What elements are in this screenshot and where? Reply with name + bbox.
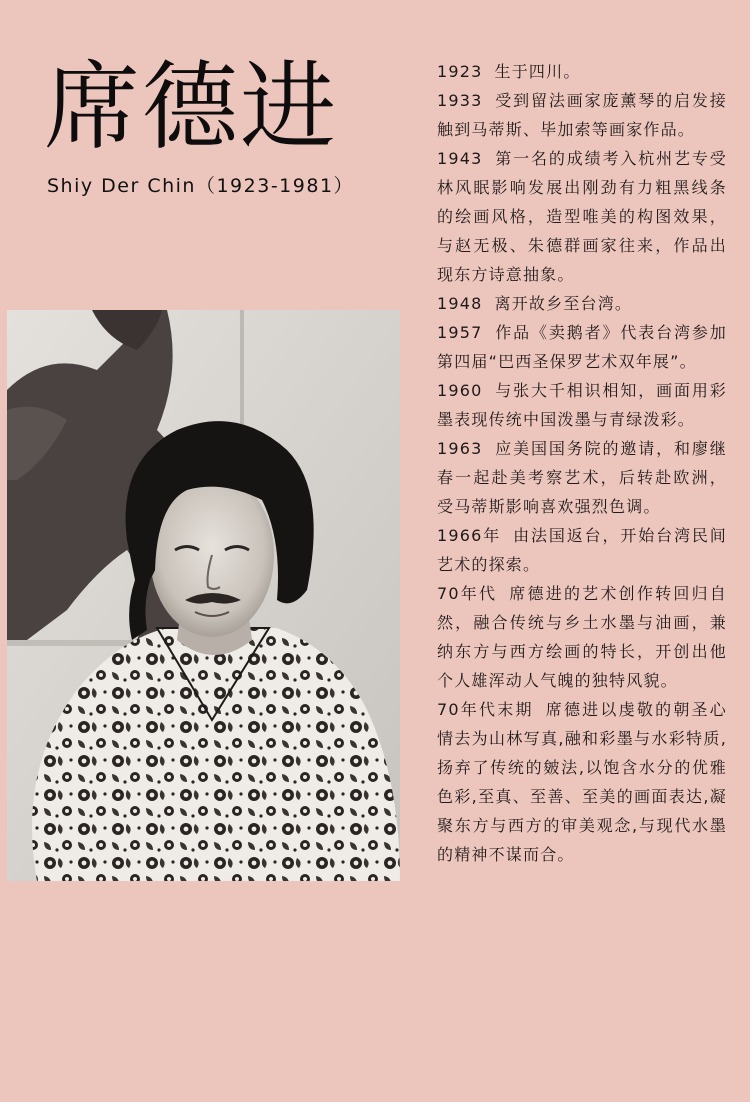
bio-year: 1933: [437, 91, 483, 110]
page-title: 席德进: [44, 51, 338, 163]
bio-entry: [437, 695, 727, 869]
bio-year: 70年代: [437, 584, 498, 603]
bio-text: 离开故乡至台湾。: [494, 294, 633, 313]
page-subtitle: Shiy Der Chin（1923-1981）: [47, 175, 355, 197]
artist-portrait-photo: [7, 310, 400, 881]
bio-year: 70年代末期: [437, 700, 534, 719]
bio-year: 1943: [437, 149, 483, 168]
bio-entry: [437, 318, 727, 376]
bio-entry: [437, 57, 727, 86]
bio-year: 1963: [437, 439, 483, 458]
bio-year: 1966年: [437, 526, 502, 545]
bio-entry: [437, 86, 727, 144]
bio-year: 1957: [437, 323, 483, 342]
bio-text: 与张大千相识相知，画面用彩墨表现传统中国泼墨与青绿泼彩。: [437, 381, 727, 429]
bio-text: 应美国国务院的邀请，和廖继春一起赴美考察艺术，后转赴欧洲，受马蒂斯影响喜欢强烈色调。: [437, 439, 727, 516]
bio-entry: [437, 144, 727, 289]
bio-entry: [437, 579, 727, 695]
bio-entry: [437, 289, 727, 318]
bio-year: 1960: [437, 381, 483, 400]
bio-entry: [437, 434, 727, 521]
bio-text: 生于四川。: [494, 62, 581, 81]
bio-text: 第一名的成绩考入杭州艺专受林风眠影响发展出刚劲有力粗黑线条的绘画风格，造型唯美的构图效果，与赵无极、朱德群画家往来，作品出现东方诗意抽象。: [437, 149, 727, 284]
bio-year: 1948: [437, 294, 483, 313]
bio-text: 席德进的艺术创作转回归自然，融合传统与乡土水墨与油画，兼纳东方与西方绘画的特长，开创出他个人雄浑动人气魄的独特风貌。: [437, 584, 727, 690]
bio-entry: [437, 376, 727, 434]
biography-timeline: [437, 57, 727, 869]
bio-entry: [437, 521, 727, 579]
bio-text: 由法国返台，开始台湾民间艺术的探索。: [437, 526, 727, 574]
bio-year: 1923: [437, 62, 483, 81]
bio-text: 席德进以虔敬的朝圣心情去为山林写真,融和彩墨与水彩特质,扬弃了传统的皴法,以饱含水分的优雅色彩,至真、至善、至美的画面表达,凝聚东方与西方的审美观念,与现代水墨的精神不谋而合。: [437, 700, 727, 864]
bio-text: 受到留法画家庞薰琴的启发接触到马蒂斯、毕加索等画家作品。: [437, 91, 727, 139]
bio-text: 作品《卖鹅者》代表台湾参加第四届“巴西圣保罗艺术双年展”。: [437, 323, 727, 371]
